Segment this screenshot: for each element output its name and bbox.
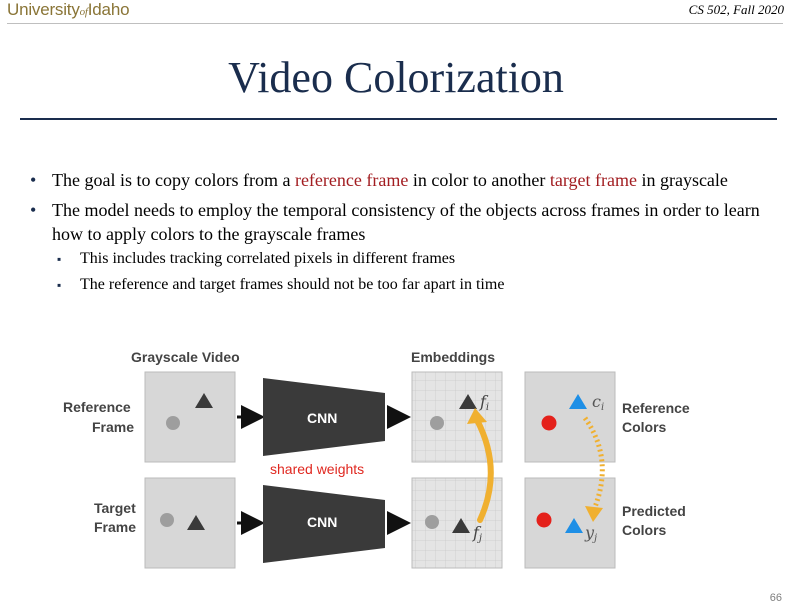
- bullet-dot-icon: •: [30, 170, 37, 190]
- square-bullet-icon: ▪: [57, 278, 62, 292]
- slide-title: Video Colorization: [228, 53, 564, 102]
- gray-circle: [166, 416, 180, 430]
- grayscale-video-header: Grayscale Video: [131, 349, 240, 365]
- red-circle: [537, 513, 552, 528]
- sub-bullet-item: ▪ The reference and target frames should not be too far apart in time: [30, 272, 780, 298]
- red-circle: [542, 416, 557, 431]
- gray-circle: [425, 515, 439, 529]
- colorization-diagram: [55, 340, 700, 572]
- reference-frame-label: Reference: [63, 399, 131, 415]
- target-gray-frame: [145, 478, 235, 568]
- predicted-colors-label: Predicted: [622, 503, 686, 519]
- cnn-label-bottom: CNN: [307, 514, 338, 530]
- reference-frame-label-2: Frame: [92, 419, 135, 435]
- predicted-colors-label-2: Colors: [622, 522, 667, 538]
- bullet-item: • The model needs to employ the temporal consistency of the objects across frames in order to learn how to apply colors to the grayscale frames: [30, 200, 760, 244]
- reference-gray-frame: [145, 372, 235, 462]
- gray-circle: [160, 513, 174, 527]
- bullet-list: [30, 168, 780, 298]
- shared-weights-label: shared weights: [270, 461, 365, 477]
- reference-color-frame: [525, 372, 615, 462]
- cnn-label-top: CNN: [307, 410, 338, 426]
- university-logo: UniversityofIdaho: [7, 0, 130, 19]
- highlight-reference-frame: reference frame: [294, 170, 409, 190]
- bullet-dot-icon: •: [30, 200, 37, 220]
- fi-label: fi: [480, 392, 490, 413]
- target-frame-label: Target: [94, 500, 136, 516]
- target-frame-label-2: Frame: [94, 519, 137, 535]
- fj-label: fj: [473, 523, 483, 544]
- gray-circle: [430, 416, 444, 430]
- reference-colors-label-2: Colors: [622, 419, 667, 435]
- header-divider: [7, 23, 783, 24]
- reference-colors-label: Reference: [622, 400, 690, 416]
- embeddings-header: Embeddings: [411, 349, 496, 365]
- square-bullet-icon: ▪: [57, 252, 62, 266]
- page-number: 66: [769, 592, 782, 604]
- bullet-item: • The goal is to copy colors from a reference frame in color to another target frame in grayscale: [30, 170, 728, 190]
- title-divider: [20, 118, 777, 120]
- ci-label: ci: [592, 392, 605, 413]
- yj-label: yj: [585, 523, 598, 544]
- sub-bullet-item: ▪ This includes tracking correlated pixels in different frames: [30, 246, 780, 272]
- highlight-target-frame: target frame: [549, 170, 637, 190]
- course-label: CS 502, Fall 2020: [688, 2, 784, 17]
